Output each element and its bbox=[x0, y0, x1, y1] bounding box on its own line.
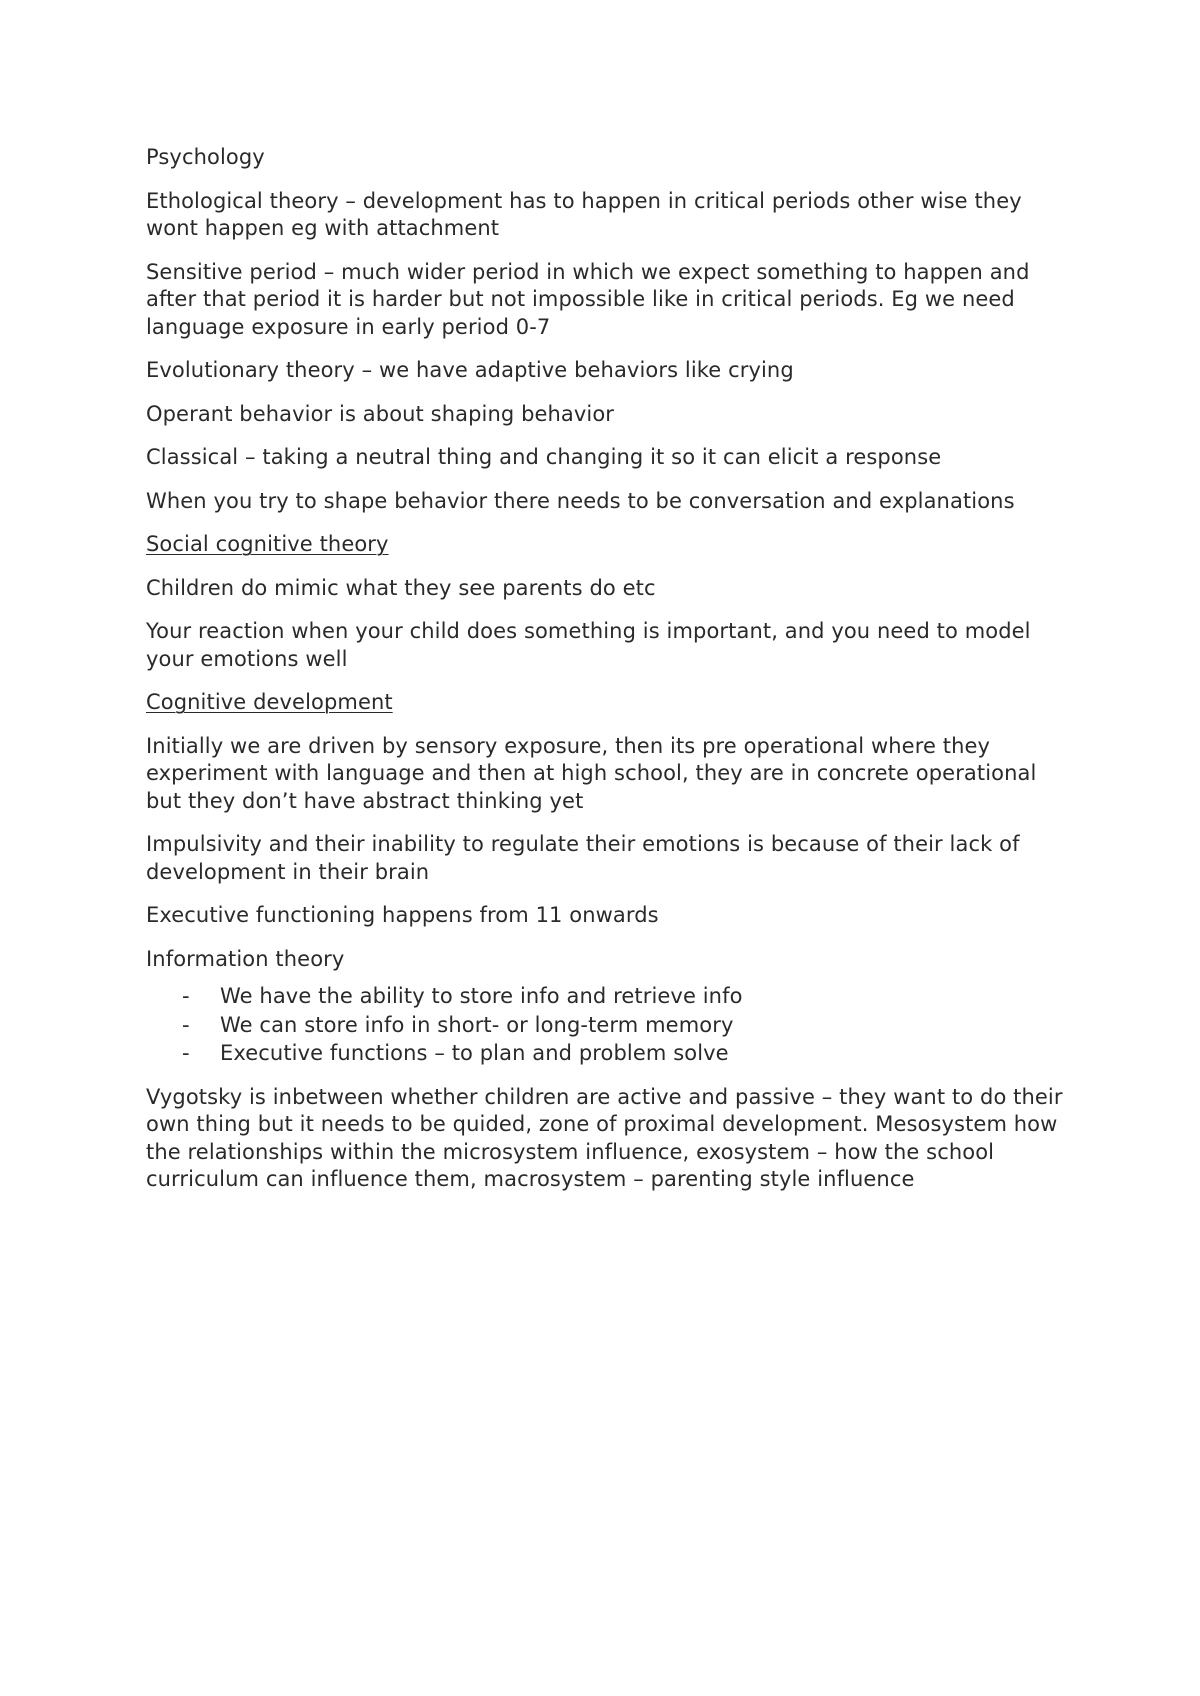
paragraph-children-mimic: Children do mimic what they see parents do etc bbox=[146, 575, 656, 600]
paragraph-operant-behavior: Operant behavior is about shaping behavior bbox=[146, 401, 615, 426]
list-item-text: We can store info in short- or long-term memory bbox=[220, 1012, 734, 1037]
paragraph-sensitive-period: Sensitive period – much wider period in which we expect something to happen and after that period it is harder but not impossible like in critical periods. Eg we need language exposure in early period 0-7 bbox=[146, 259, 1030, 339]
list-item-text: We have the ability to store info and retrieve info bbox=[220, 984, 743, 1008]
dash-bullet: - bbox=[182, 1041, 190, 1065]
paragraph-evolutionary-theory: Evolutionary theory – we have adaptive behaviors like crying bbox=[146, 358, 794, 382]
paragraph-impulsivity: Impulsivity and their inability to regulate their emotions is because of their lack of development in their brain bbox=[146, 832, 1020, 884]
heading-cognitive-development: Cognitive development bbox=[146, 690, 393, 714]
paragraph-information-theory: Information theory bbox=[146, 946, 345, 971]
paragraph-ethological-theory: Ethological theory – development has to happen in critical periods other wise they wont happen eg with attachment bbox=[146, 188, 1022, 240]
paragraph-shape-behavior: When you try to shape behavior there needs to be conversation and explanations bbox=[146, 488, 1015, 513]
document-body bbox=[146, 144, 1066, 1210]
list-item bbox=[146, 1040, 1066, 1068]
document-title: Psychology bbox=[146, 145, 265, 169]
paragraph-sensory-exposure: Initially we are driven by sensory exposure, then its pre operational where they experiment with language and then at high school, they are in concrete operational but they don’t have abstract thinking yet bbox=[146, 733, 1037, 813]
list-item bbox=[146, 983, 1066, 1011]
heading-social-cognitive-theory: Social cognitive theory bbox=[146, 532, 389, 556]
list-item-text: Executive functions – to plan and problem solve bbox=[220, 1041, 729, 1065]
dash-bullet: - bbox=[182, 984, 190, 1008]
information-theory-list bbox=[146, 983, 1066, 1068]
list-item bbox=[146, 1012, 1066, 1040]
paragraph-your-reaction: Your reaction when your child does something is important, and you need to model your emotions well bbox=[146, 619, 1031, 671]
dash-bullet: - bbox=[182, 1012, 190, 1037]
paragraph-executive-functioning: Executive functioning happens from 11 onwards bbox=[146, 903, 659, 927]
paragraph-classical: Classical – taking a neutral thing and changing it so it can elicit a response bbox=[146, 445, 942, 469]
paragraph-vygotsky: Vygotsky is inbetween whether children are active and passive – they want to do their own thing but it needs to be quided, zone of proximal development. Mesosystem how the relationships within the microsystem influence, exosystem – how the school curriculum can influence them, macrosystem – parenting style influence bbox=[146, 1084, 1063, 1191]
